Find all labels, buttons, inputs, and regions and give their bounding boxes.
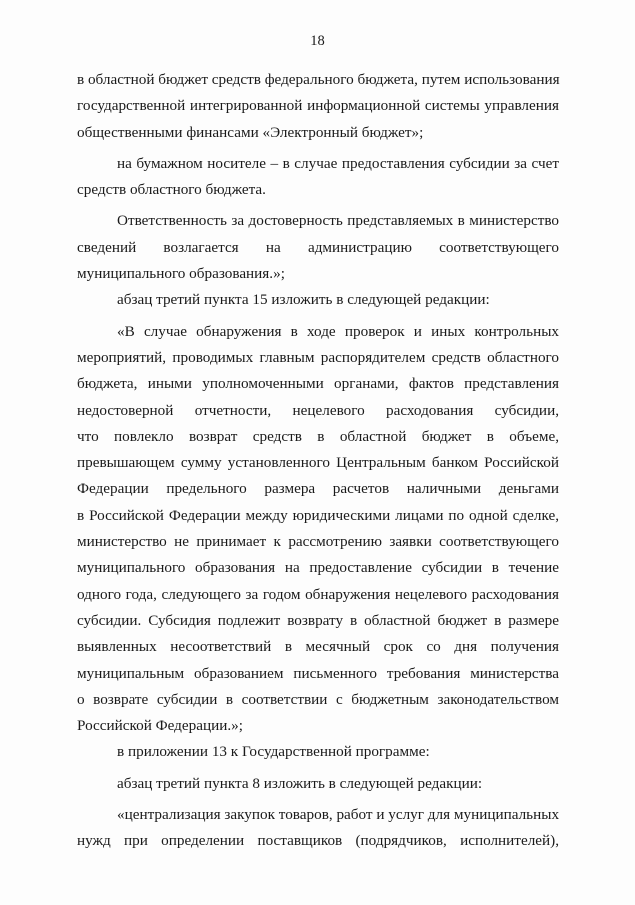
text-line: в областной бюджет средств федерального бюджета, путем использования [77, 71, 560, 88]
text-line: на бумажном носителе – в случае предоставления субсидии за счет [117, 154, 559, 172]
text-line: Федерации предельного размера расчетов наличными деньгами [77, 480, 559, 498]
text-line: превышающем сумму установленного Центральным банком Российской [77, 454, 559, 472]
text-line: абзац третий пункта 8 изложить в следующей редакции: [117, 774, 483, 792]
text-line: нужд при определении поставщиков (подрядчиков, исполнителей), [77, 832, 559, 850]
text-line: муниципального образования.»; [77, 265, 285, 283]
text-line: одного года, следующего за годом обнаружения нецелевого расходования [77, 585, 559, 603]
page-number: 18 [310, 33, 325, 49]
document-body [77, 67, 559, 855]
text-line: в приложении 13 к Государственной программе: [117, 743, 430, 761]
text-line: общественными финансами «Электронный бюджет»; [77, 123, 424, 141]
text-line: недостоверной отчетности, нецелевого расходования субсидии, [77, 401, 559, 419]
text-line: Ответственность за достоверность представляемых в министерство [117, 212, 559, 230]
text-line: «В случае обнаружения в ходе проверок и иных контрольных [117, 322, 559, 340]
text-line: муниципальным образованием письменного требования министерства [77, 664, 559, 682]
text-line: государственной интегрированной информационной системы управления [77, 97, 559, 115]
text-line: сведений возлагается на администрацию соответствующего [77, 238, 559, 256]
text-line: министерство не принимает к рассмотрению заявки соответствующего [77, 533, 559, 551]
text-line: муниципального образования на предоставление субсидии в течение [77, 559, 559, 577]
text-line: средств областного бюджета. [77, 181, 266, 199]
text-line: бюджета, иными уполномоченными органами, фактов представления [77, 375, 559, 393]
text-line: «централизация закупок товаров, работ и услуг для муниципальных [117, 806, 560, 824]
text-line: мероприятий, проводимых главным распорядителем средств областного [77, 348, 559, 366]
text-line: выявленных несоответствий в месячный срок со дня получения [77, 638, 559, 656]
text-line: о возврате субсидии в соответствии с бюджетным законодательством [77, 690, 559, 708]
text-line: в Российской Федерации между юридическими лицами по одной сделке, [77, 506, 559, 524]
text-line: что повлекло возврат средств в областной бюджет в объеме, [77, 427, 559, 445]
text-line: субсидии. Субсидия подлежит возврату в областной бюджет в размере [77, 611, 559, 629]
text-line: Российской Федерации.»; [77, 717, 243, 735]
text-line: абзац третий пункта 15 изложить в следующей редакции: [117, 291, 490, 309]
